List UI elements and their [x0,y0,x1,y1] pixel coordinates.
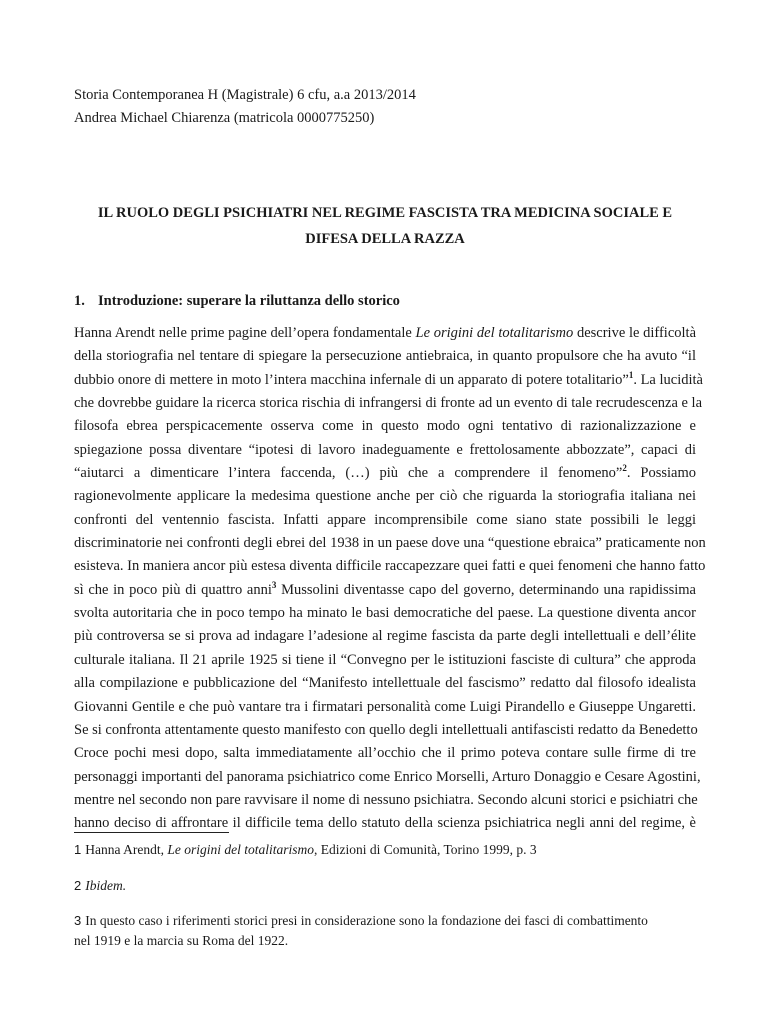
footnote-ref-2[interactable]: 2 [622,463,627,474]
body-text-segment: . Possiamo [626,465,697,482]
body-line: più controversa se si prova ad indagare l’adesione al regime fascista da parte degli intellettuali e dell’élite [74,628,696,645]
body-line [74,322,696,345]
body-line: svolta autoritaria che in poco tempo ha minato le basi democratiche del paese. La questione diventa ancor [74,605,696,622]
footnote-text: Ibidem. [85,878,127,893]
body-text-segment: . La lucidità [633,371,703,388]
section-heading [74,292,400,310]
body-paragraph [74,322,706,836]
footnote-number: 1 [74,842,82,857]
section-number: 1. [74,293,85,309]
body-line: esisteva. In maniera ancor più estesa diventa difficile raccapezzare quei fatti e quei fenomeni che hanno fatto [74,558,706,575]
book-title-reference: Le origini del totalitarismo [415,325,574,341]
footnote-3 [74,911,696,951]
title-line-1: IL RUOLO DEGLI PSICHIATRI NEL REGIME FASCISTA TRA MEDICINA SOCIALE E [97,205,673,221]
body-line [74,462,696,485]
body-text-segment: descrive le difficoltà [576,325,697,341]
body-line: che dovrebbe guidare la ricerca storica rischia di infrangersi di fronte ad un evento di tale recrudescenza e la [74,395,703,412]
body-text-segment: Hanna Arendt nelle prime pagine dell’opera fondamentale [74,325,412,341]
body-line: Croce pochi mesi dopo, salta immediatamente all’occhio che il primo poteva contare sulle firme di tre [74,745,696,762]
footnote-number: 3 [74,913,82,928]
body-line: filosofa ebrea perspicacemente osserva come in questo modo ogni tentativo di razionalizzazione e [74,418,696,435]
footnote-2 [74,876,696,896]
section-title: Introduzione: superare la riluttanza dello storico [98,293,400,309]
body-line: hanno deciso di affrontare il difficile tema dello statuto della scienza psichiatrica negli anni del regime, è [74,815,696,832]
footnote-separator [74,832,229,833]
body-line: ragionevolmente applicare la medesima questione anche per ciò che riguarda la storiografia italiana nei [74,488,696,505]
body-text-segment: sì che in poco più di quattro anni [74,581,272,598]
footnote-number: 2 [74,878,82,893]
body-line: alla compilazione e pubblicazione del “Manifesto intellettuale del fascismo” redatto dal filosofo idealista [74,675,696,692]
body-line [74,369,703,392]
footnote-book-title: Le origini del totalitarismo [167,842,314,857]
body-line: Se si confronta attentamente questo manifesto con quello degli intellettuali antifascisti redatto da Benedetto [74,721,698,738]
body-line: mentre nel secondo non pare ravvisare il nome di nessuno psichiatra. Secondo alcuni storici e psichiatri che [74,791,698,808]
footnote-ref-3[interactable]: 3 [271,579,277,590]
footnote-text: , Edizioni di Comunità, Torino 1999, p. 3 [313,842,537,857]
document-title [74,200,696,252]
author-info: Andrea Michael Chiarenza (matricola 0000775250) [74,110,375,126]
footnote-text: nel 1919 e la marcia su Roma del 1922. [74,933,289,948]
footnote-text: Hanna Arendt, [85,842,168,857]
body-text-segment: dubbio onore di mettere in moto l’intera macchina infernale di un apparato di potere totalitario” [74,371,629,388]
body-line: culturale italiana. Il 21 aprile 1925 si tiene il “Convegno per le istituzioni fasciste di cultura” che approda [74,651,696,668]
body-line: personaggi importanti del panorama psichiatrico come Enrico Morselli, Arturo Donaggio e Cesare Agostini, [74,768,701,785]
body-line [74,579,696,602]
footnote-ref-1[interactable]: 1 [628,369,634,380]
course-info: Storia Contemporanea H (Magistrale) 6 cfu, a.a 2013/2014 [74,87,416,103]
body-line: discriminatorie nei confronti degli ebrei del 1938 in un paese dove una “questione ebraica” praticamente non [74,535,706,552]
body-line: spiegazione possa diventare “ipotesi di lavoro inadeguamente e frettolosamente abbozzate”, capaci di [74,441,696,458]
body-line: confronti del ventennio fascista. Infatti appare incomprensibile come siano state possibili le leggi [74,511,696,528]
body-text-segment: Mussolini diventasse capo del governo, determinando una rapidissima [276,581,696,598]
body-line: della storiografia nel tentare di spiegare la persecuzione antiebraica, in quanto propulsore che ha avuto “il [74,348,696,365]
title-line-2: DIFESA DELLA RAZZA [305,231,465,247]
footnote-1 [74,840,696,860]
body-line: Giovanni Gentile e che può vantare tra i firmatari personalità come Luigi Pirandello e Giuseppe Ungaretti. [74,698,696,715]
body-text-segment: “aiutarci a dimenticare l’intera faccenda, (…) più che a comprendere il fenomeno” [74,465,623,482]
footnote-text: In questo caso i riferimenti storici presi in considerazione sono la fondazione dei fasci di combattimento [85,913,648,928]
